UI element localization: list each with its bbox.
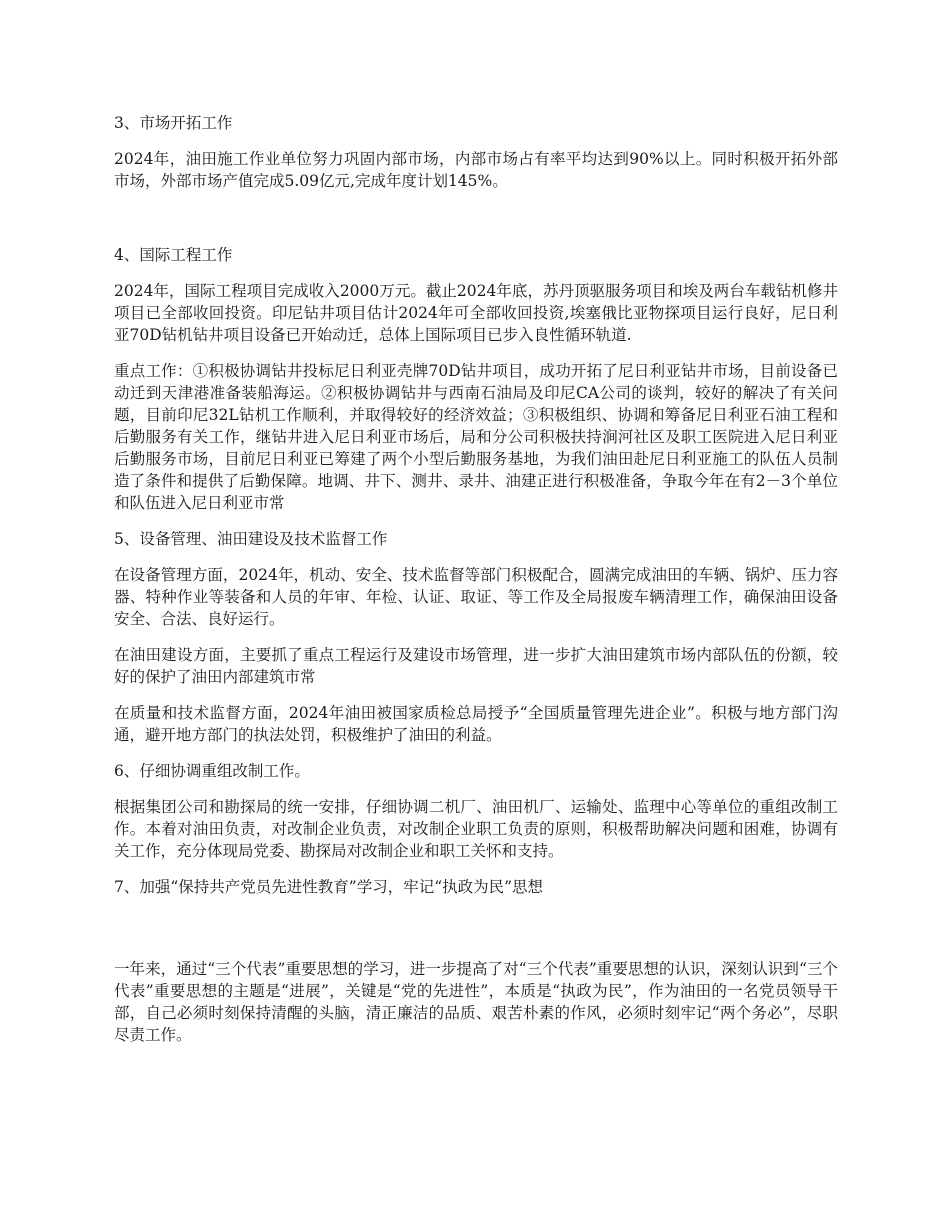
paragraph-quality-supervision: 在质量和技术监督方面，2024年油田被国家质检总局授予“全国质量管理先进企业”。积极与地方部门沟通，避开地方部门的执法处罚，积极维护了油田的利益。 [114, 704, 838, 744]
paragraph-international-key-work: 重点工作：①积极协调钻井投标尼日利亚壳牌70D钻井项目，成功开拓了尼日利亚钻井市场，目前设备已动迁到天津港准备装船海运。②积极协调钻井与西南石油局及印尼CA公司的谈判，较好的解决了有关问题，目前印尼32L钻机工作顺利，并取得较好的经济效益；③积极组织、协调和筹备尼日利亚石油工程和后勤服务有关工作，继钻井进入尼日利亚市场后，局和分公司积极扶持涧河社区及职工医院进入尼日利亚后勤服务市场，目前尼日利亚已筹建了两个小型后勤服务基地，为我们油田赴尼日利亚施工的队伍人员制造了条件和提供了后勤保障。地调、井下、测井、录井、油建正进行积极准备，争取今年在有2－3个单位和队伍进入尼日利亚市常 [114, 362, 838, 512]
document-body [114, 112, 838, 1060]
paragraph-restructuring: 根据集团公司和勘探局的统一安排，仔细协调二机厂、油田机厂、运输处、监理中心等单位的重组改制工作。本着对油田负责，对改制企业负责，对改制企业职工负责的原则，积极帮助解决问题和困难，协调有关工作，充分体现局党委、勘探局对改制企业和职工关怀和支持。 [114, 798, 838, 860]
paragraph-oilfield-construction: 在油田建设方面，主要抓了重点工程运行及建设市场管理，进一步扩大油田建筑市场内部队伍的份额，较好的保护了油田内部建筑市常 [114, 646, 838, 686]
section-heading-restructuring: 6、仔细协调重组改制工作。 [114, 762, 310, 780]
paragraph-market: 2024年，油田施工作业单位努力巩固内部市场，内部市场占有率平均达到90%以上。同时积极开拓外部市场，外部市场产值完成5.09亿元,完成年度计划145%。 [114, 150, 838, 190]
paragraph-party-education: 一年来，通过“三个代表”重要思想的学习，进一步提高了对“三个代表”重要思想的认识，深刻认识到“三个代表”重要思想的主题是“进展”，关键是“党的先进性”，本质是“执政为民”，作为油田的一名党员领导干部，自己必须时刻保持清醒的头脑，清正廉洁的品质、艰苦朴素的作风，必须时刻牢记“两个务必”，尽职尽责工作。 [114, 960, 838, 1044]
paragraph-international-summary: 2024年，国际工程项目完成收入2000万元。截止2024年底，苏丹顶驱服务项目和埃及两台车载钻机修井项目已全部收回投资。印尼钻井项目估计2024年可全部收回投资,埃塞俄比亚物探项目运行良好，尼日利亚70D钻机钻井项目设备已开始动迁，总体上国际项目已步入良性循环轨道. [114, 282, 838, 344]
paragraph-equipment-management: 在设备管理方面，2024年，机动、安全、技术监督等部门积极配合，圆满完成油田的车辆、锅炉、压力容器、特种作业等装备和人员的年审、年检、认证、取证、等工作及全局报废车辆清理工作，确保油田设备安全、合法、良好运行。 [114, 566, 838, 628]
section-heading-market: 3、市场开拓工作 [114, 114, 233, 132]
section-heading-party-education: 7、加强“保持共产党员先进性教育”学习，牢记“执政为民”思想 [114, 878, 544, 896]
section-heading-equipment: 5、设备管理、油田建设及技术监督工作 [114, 530, 388, 548]
section-heading-international: 4、国际工程工作 [114, 246, 233, 264]
